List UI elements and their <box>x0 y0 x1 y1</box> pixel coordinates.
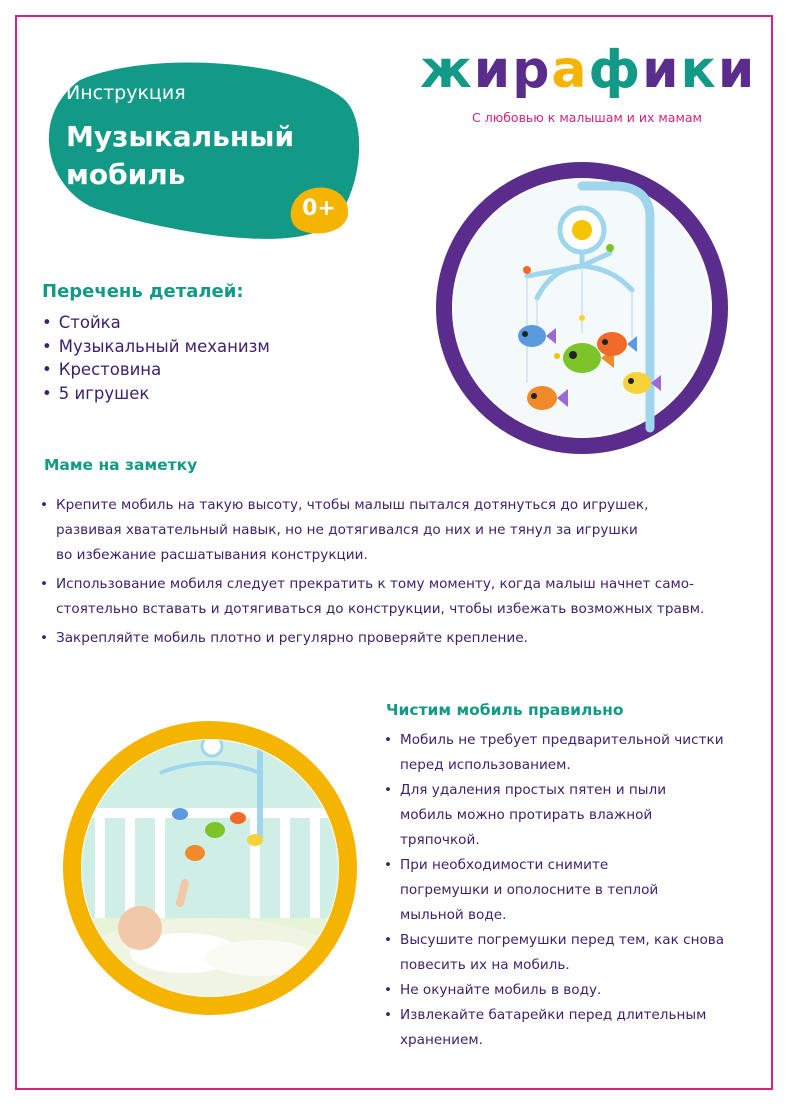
note-line: стоятельно вставать и дотягиваться до конструкции, чтобы избежать возможных травм. <box>56 601 705 617</box>
cleaning-heading: Чистим мобиль правильно <box>386 701 624 719</box>
note-line: • Крепите мобиль на такую высоту, чтобы малыш пытался дотянуться до игрушек, <box>56 497 649 513</box>
brand-tagline: С любовью к малышам и их мамам <box>472 110 702 125</box>
clean-line: мобиль можно протирать влажной <box>400 807 653 823</box>
cleaning-list <box>384 728 764 1053</box>
logo-letter: к <box>680 40 718 100</box>
brand-logo <box>420 40 765 130</box>
list-item <box>384 853 764 928</box>
notes-list <box>40 493 760 655</box>
logo-letter: и <box>642 40 681 100</box>
brand-wordmark <box>420 40 756 100</box>
list-item: • Крестовина <box>42 358 270 382</box>
list-item: • 5 игрушек <box>42 382 270 406</box>
clean-line: • Не окунайте мобиль в воду. <box>400 982 602 998</box>
note-line: развивая хватательный навык, но не дотягивался до них и не тянул за игрушки <box>56 522 638 538</box>
note-line: • Закрепляйте мобиль плотно и регулярно проверяйте крепление. <box>56 630 528 646</box>
age-text: 0+ <box>302 196 336 221</box>
clean-line: • Для удаления простых пятен и пыли <box>400 782 667 798</box>
list-item <box>384 978 764 1003</box>
title-line-1: Музыкальный <box>66 120 295 153</box>
clean-line: • Извлекайте батарейки перед длительным <box>400 1007 707 1023</box>
clean-line: мыльной воде. <box>400 907 507 923</box>
list-item: • Музыкальный механизм <box>42 335 270 359</box>
list-item: • Стойка <box>42 311 270 335</box>
page-title <box>66 118 356 194</box>
clean-line: • Мобиль не требует предварительной чистки <box>400 732 724 748</box>
parts-list <box>42 311 270 405</box>
logo-letter: р <box>512 40 552 100</box>
baby-crib-photo <box>60 718 360 1018</box>
age-badge <box>288 186 350 236</box>
logo-letter: ф <box>588 40 643 100</box>
list-item <box>40 493 760 568</box>
logo-letter: и <box>717 40 757 100</box>
clean-line: • При необходимости снимите <box>400 857 609 873</box>
clean-line: хранением. <box>400 1032 483 1048</box>
list-item <box>384 1003 764 1053</box>
clean-line: повесить их на мобиль. <box>400 957 570 973</box>
clean-line: погремушки и ополосните в теплой <box>400 882 659 898</box>
title-line-2: мобиль <box>66 158 186 191</box>
list-item <box>384 778 764 853</box>
logo-letter: и <box>473 40 513 100</box>
mobile-product-photo <box>432 158 732 458</box>
logo-letter: ж <box>420 40 474 100</box>
clean-line: тряпочкой. <box>400 832 480 848</box>
list-item <box>40 626 760 651</box>
doc-type-label: Инструкция <box>66 82 186 104</box>
list-item <box>384 728 764 778</box>
parts-heading: Перечень деталей: <box>42 281 244 302</box>
list-item <box>40 572 760 622</box>
list-item <box>384 928 764 978</box>
clean-line: перед использованием. <box>400 757 571 773</box>
note-line: во избежание расшатывания конструкции. <box>56 547 368 563</box>
note-line: • Использование мобиля следует прекратить к тому моменту, когда малыш начнет само- <box>56 576 695 592</box>
logo-letter: а <box>551 40 589 100</box>
notes-heading: Маме на заметку <box>44 456 198 474</box>
clean-line: • Высушите погремушки перед тем, как снова <box>400 932 725 948</box>
